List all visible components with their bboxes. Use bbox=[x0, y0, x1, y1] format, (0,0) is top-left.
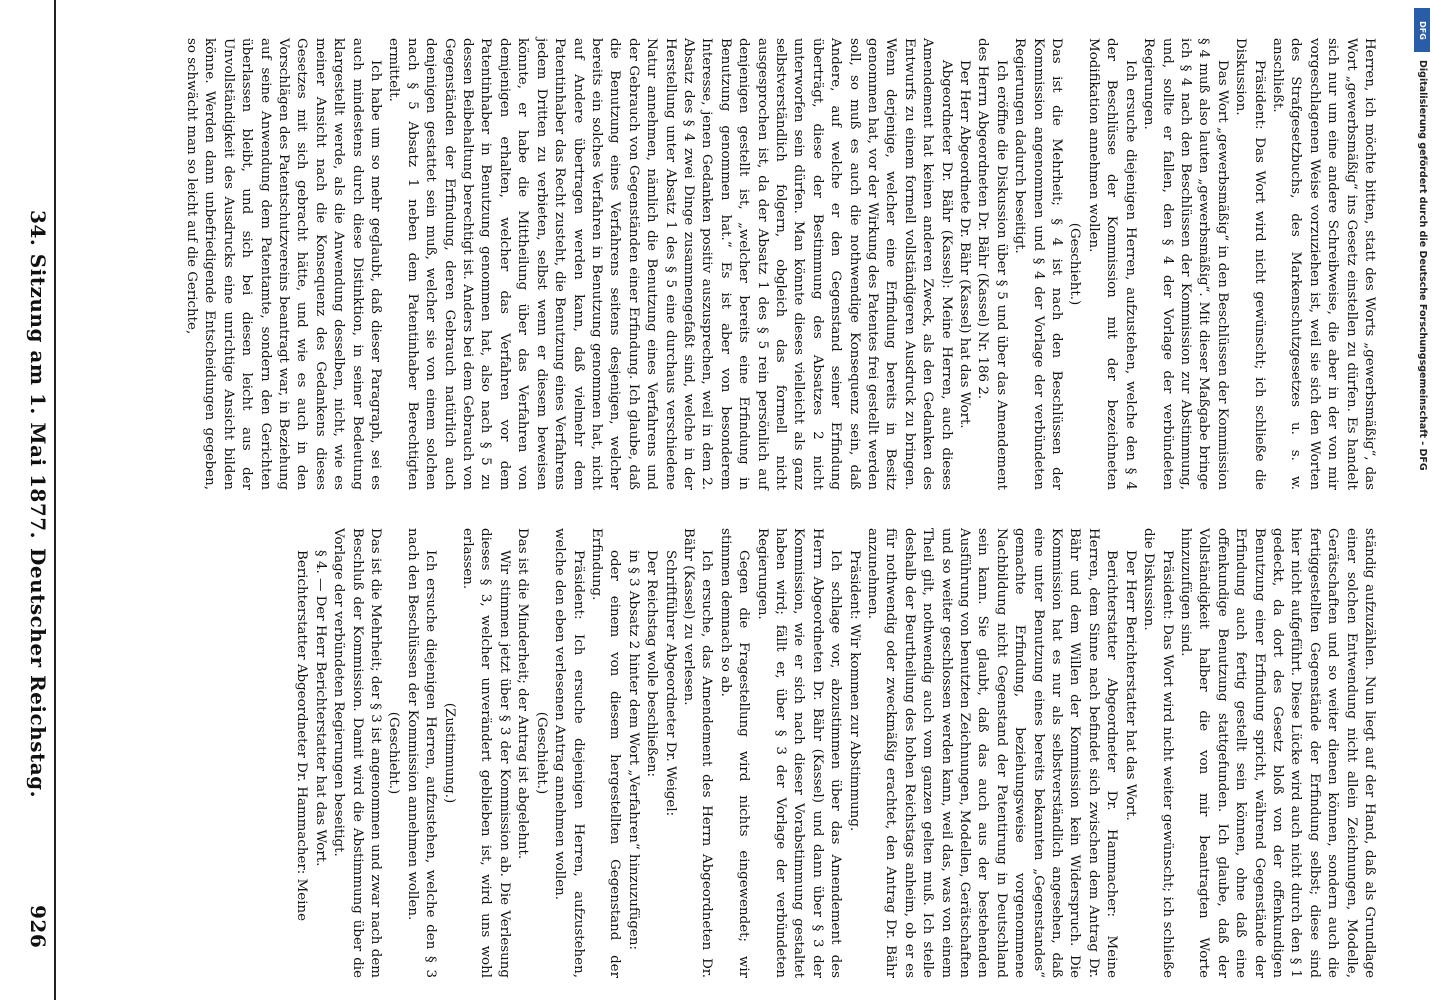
paragraph: in § 3 Absatz 2 hinter dem Wort „Verfahren“ hinzuzufügen: bbox=[625, 550, 641, 951]
paragraph: (Zustimmung.) bbox=[441, 702, 457, 804]
paragraph: oder einem von diesem hergestellten Gegenstand der Erfindung. bbox=[588, 528, 623, 978]
header-rule bbox=[54, 0, 56, 1000]
paragraph: Ich ersuche, das Amendement des Herrn Abgeordneten Dr. Bähr (Kassel) zu verlesen. bbox=[680, 528, 715, 978]
text-column-right bbox=[68, 38, 1378, 490]
dfg-logo-icon: DFG bbox=[1414, 8, 1430, 52]
digitization-note: Digitalisierung gefördert durch die Deutsche Forschungsgemeinschaft - DFG bbox=[1417, 60, 1428, 471]
paragraph: (Geschieht.) bbox=[386, 711, 402, 795]
paragraph: Herren, ich möchte bitten, statt des Worts „gewerbsmäßig“, das Wort „gewerbsmäßig“ ins Gesetz einstellen zu dürfen. Es handelt sich nur um eine andere Schreibweise, die aber in der von mir vorgeschlagenen Weise vorzuziehen ist, weil sie sich den Worten des Strafgesetzbuchs, des Markenschutzgesetzes u. s. w. anschließt. bbox=[1269, 38, 1377, 490]
paragraph: Das ist die Minderheit; der Antrag ist abgelehnt. bbox=[515, 528, 531, 860]
paragraph: Wir stimmen jetzt über § 3 der Kommission ab. Die Verlesung dieses § 3, welcher unverändert geblieben ist, wird uns wohl erlassen. bbox=[460, 528, 512, 978]
page-number: 926 bbox=[26, 905, 50, 949]
paragraph: Präsident: Das Wort wird nicht weiter gewünscht; ich schließe die Diskussion. bbox=[1141, 528, 1175, 978]
paragraph: Gegen die Fragestellung wird nichts eingewendet; wir stimmen demnach so ab. bbox=[717, 528, 752, 978]
paragraph: (Geschieht.) bbox=[1067, 222, 1083, 306]
session-heading: 34. Sitzung am 1. Mai 1877. bbox=[26, 210, 50, 540]
paragraph: Das ist die Mehrheit; § 4 ist nach den Beschlüssen der Kommission angenommen und § 4 der Vorlage der verbündeten Regierungen dadurch beseitigt. bbox=[1012, 38, 1065, 490]
paragraph: Ich ersuche diejenigen Herren, aufzustehen, welche den § 4 der Beschlüsse der Kommission mit der bezeichneten Modifikation annehmen wollen. bbox=[1085, 38, 1138, 490]
paragraph: Abgeordneter Dr. Bähr (Kassel): Meine Herren, auch dieses Amendement hat keinen anderen Zweck, als den Gedanken des Entwurfs zu einem formell vollständigeren Ausdruck zu bringen. Wenn derjenige, welcher eine Erfindung bereits in Besitz genommen hat, vor der Wirkung des Patentes frei gestellt werden soll, so muß es auch die nothwendige Konsequenz sein, daß Andere, auf welche er den Gegenstand seiner Erfindung überträgt, diese der Bestimmung des Absatzes 2 nicht unterworfen sein dürfen. Man könnte dieses vielleicht als ganz selbstverständlich folgern, obgleich das formell nicht ausgesprochen ist, da der Absatz 1 des § 5 rein persönlich auf denjenigen gestellt ist, „welcher bereits eine Erfindung in Benutzung genommen hat.“ Es ist aber von besonderem Interesse, jenen Gedanken positiv auszusprechen, weil in dem 2. Absatz des § 4 zwei Dinge zusammengefaßt sind, welche in der Herstellung unter Absatz 1 des § 5 eine durchaus verschiedene Natur annehmen, nämlich die Benutzung eines Verfahrens und der Gebrauch von Gegenständen einer Erfindung. Ich glaube, daß die Benutzung eines Verfahrens seitens desjenigen, welcher bereits ein solches Verfahren in Benutzung genommen hat, nicht auf Andere übertragen werden kann, daß vielmehr dem Patentinhaber das Recht zusteht, die Benutzung eines Verfahrens jedem Dritten zu verbieten, selbst wenn er diesem beweisen könnte, er habe die Mittheilung über das Verfahren von demjenigen erhalten, welcher das Verfahren vor dem Patentinhaber in Benutzung genommen hat, also nach § 5 zu dessen Beibehaltung berechtigt ist. Anders bei dem Gebrauch von Gegenständen der Erfindung, deren Gebrauch natürlich auch denjenigen gestattet sein muß, welcher sie von einem solchen nach § 5 Absatz 1 neben dem Patentinhaber Berechtigten ermittelt. bbox=[386, 38, 954, 490]
paragraph: Präsident: Ich ersuche diejenigen Herren, aufzustehen, welche den eben verlesenen Antrag annehmen wollen. bbox=[552, 528, 586, 978]
paragraph: § 4. — Der Herr Berichterstatter hat das Wort. bbox=[312, 550, 328, 867]
paragraph: Berichterstatter Abgeordneter Dr. Hammacher: Meine Herren, dem Sinne nach befindet sich zwischen dem Antrag Dr. Bähr und dem Willen der Kommission kein Widerspruch. Die Kommission hat es nur als selbstverständlich angesehen, daß eine unter Benutzung eines bereits bekannten „Gegenstandes“ gemachte Erfindung, beziehungsweise vorgenommene Nachbildung nicht Gegenstand der Patentirung in Deutschland sein kann. Sie glaubt, daß das auch aus der bestehenden Ausführung von benutzten Zeichnungen, Modellen, Gerätschaften und so weiter geschlossen werden kann, weil das, was von einem Theil gilt, nothwendig auch vom ganzen gelten muß. Ich stelle deshalb der Beurtheilung des hohen Reichstags anheim, ob er es für nothwendig oder zweckmäßig erachtet, den Antrag Dr. Bähr anzunehmen. bbox=[865, 528, 1120, 979]
running-title: Deutscher Reichstag. bbox=[26, 548, 50, 799]
text-column-left bbox=[68, 528, 1378, 978]
paragraph: Der Herr Berichterstatter hat das Wort. bbox=[1122, 550, 1138, 821]
paragraph: Ich ersuche diejenigen Herren, aufzustehen, welche den § 3 nach den Beschlüssen der Kommission annehmen wollen. bbox=[404, 528, 439, 978]
paragraph: Das Wort „gewerbsmäßig“ in den Beschlüssen der Kommission § 4 muß also lauten „gewerbsmäßig“. Mit dieser Maßgabe bringe ich § 4 nach den Beschlüssen der Kommission zur Abstimmung, und, sollte er fallen, den § 4 der Vorlage der verbündeten Regierungen. bbox=[1141, 38, 1230, 490]
paragraph: Das ist die Mehrheit; der § 3 ist angenommen und zwar nach dem Beschluß der Kommission. Damit wird die Abstimmung über die Vorlage der verbündeten Regierungen beseitigt. bbox=[331, 528, 384, 978]
paragraph: (Geschieht.) bbox=[533, 711, 549, 795]
paragraph: Ich eröffne die Diskussion über § 5 und über das Amendement des Herrn Abgeordneten Dr. Bähr (Kassel) Nr. 186 2. bbox=[975, 38, 1009, 490]
paragraph: ständig aufzuzählen. Nun liegt auf der Hand, daß als Grundlage einer solchen Entwendung nicht allein Zeichnungen, Modelle, Gerätschaften und so weiter dienen können, sondern auch die fertiggestellten Gegenstände der Erfindung selbst; diese sind hier nicht aufgeführt. Diese Lücke wird auch nicht durch den § 1 gedeckt, da dort des Gesetz bloß von der offenkundigen Benutzung einer Erfindung spricht, während Gegenstände der Erfindung auch fertig gestellt sein können, ohne daß eine offenkundige Benutzung stattgefunden. Ich glaube, daß der Vollständigkeit halber die von mir beantragten Worte hinzuzufügen sind. bbox=[1177, 528, 1377, 978]
paragraph: Der Reichstag wolle beschließen: bbox=[644, 550, 660, 778]
paragraph: Schriftführer Abgeordneter Dr. Weigel: bbox=[662, 550, 678, 817]
paragraph: Ich habe um so mehr geglaubt, daß dieser Paragraph, sei es auch mindestens durch diese Distinktion, in seiner Bedeutung klargestellt werde, als die Anwendung desselben, nicht, wie es meiner Ansicht nach die Konsequenz des Gedankens dieses Gesetzes mit sich gebracht hätte, und wie es auch in den Vorschlägen des Patentschutzvereins beantragt war, in Beziehung auf seine Anwendung dem Patentamte, sondern den Gerichten überlassen bleibt, und sich bei diesen leicht aus der Unvollständigkeit des Ausdrucks eine unrichtige Ansicht bilden könne. Werden dann unbefriedigende Entscheidungen gegeben, so schwächt man so leicht auf die Gerichte, bbox=[184, 38, 384, 490]
paragraph: Präsident: Das Wort wird nicht gewünscht; ich schließe die Diskussion. bbox=[1233, 38, 1267, 490]
paragraph: Ich schlage vor, abzustimmen über das Amendement des Herrn Abgeordneten Dr. Bähr (Kassel) und dann über § 3 der Kommission, wie er sich nach dieser Vorabstimmung gestaltet haben wird; fällt er, über § 3 der Vorlage der verbündeten Regierungen. bbox=[754, 528, 844, 978]
paragraph: Der Herr Abgeordnete Dr. Bähr (Kassel) hat das Wort. bbox=[957, 60, 973, 429]
paragraph: Berichterstatter Abgeordneter Dr. Hammacher: Meine bbox=[294, 550, 310, 922]
paragraph: Präsident: Wir kommen zur Abstimmung. bbox=[846, 550, 862, 832]
